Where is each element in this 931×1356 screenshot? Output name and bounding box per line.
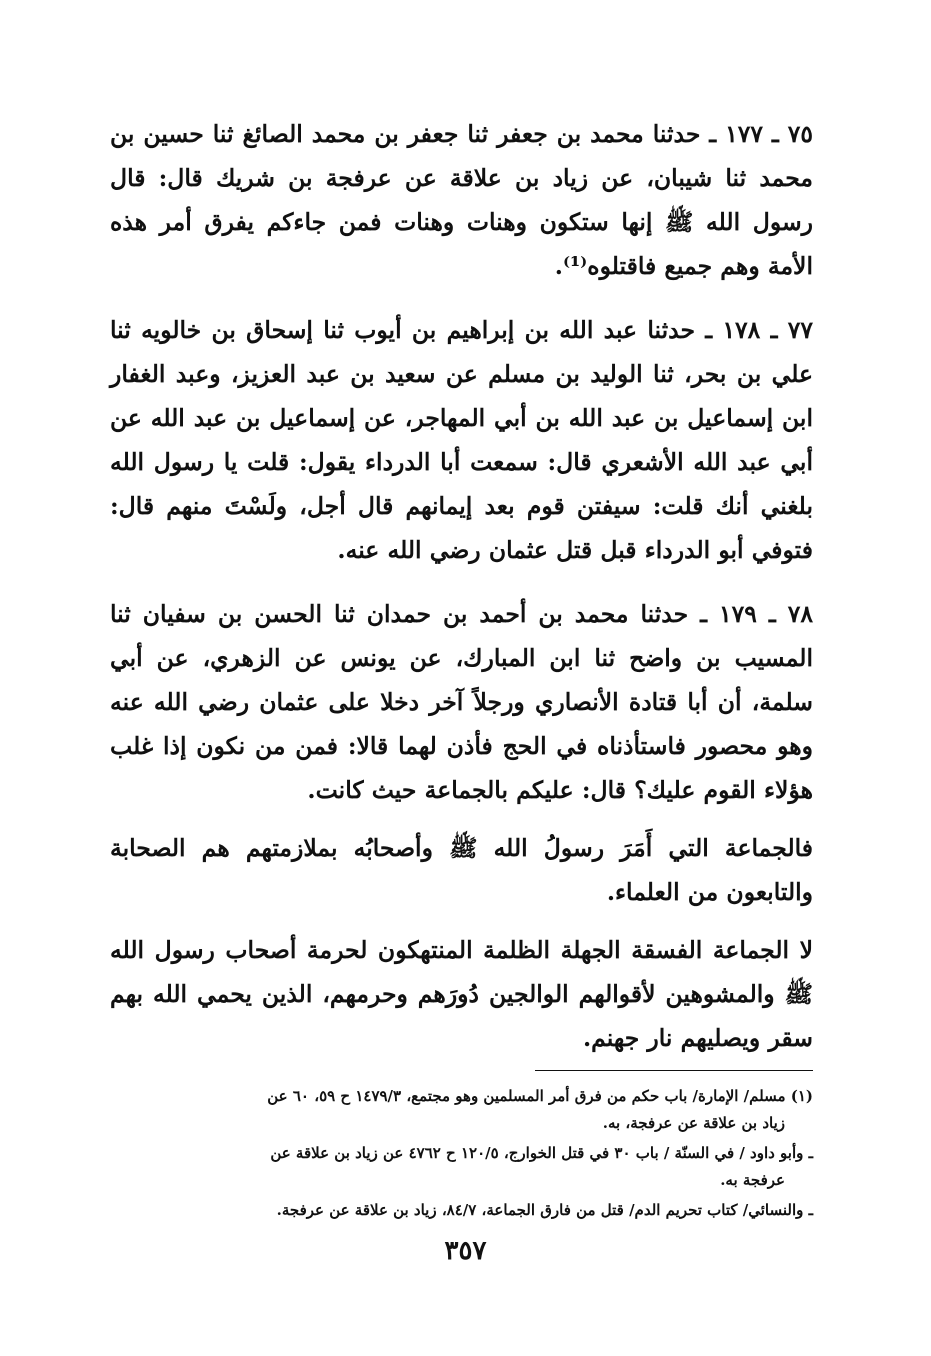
footnotes <box>110 1083 813 1224</box>
footnote-3 <box>110 1197 813 1224</box>
hadith-75-paragraph: ٧٥ ـ ١٧٧ ـ حدثنا محمد بن جعفر ثنا جعفر بن محمد الصائغ ثنا حسين بن محمد ثنا شيبان، عن زياد بن علاقة عن عرفجة بن شريك قال: قال رسول الله ﷺ إنها ستكون وهنات وهنات فمن جاءكم يفرق أمر هذه الأمة وهم جميع فاقتلوه⁽¹⁾. <box>110 120 814 280</box>
footnote-separator <box>535 1070 813 1071</box>
footnote-2-line-1: ـ وأبو داود / في السنّة / باب ٣٠ في قتل الخوارج، ١٢٠/٥ ح ٤٧٦٢ عن زياد بن علاقة عن <box>270 1144 813 1162</box>
footnote-1-line-2: زياد بن علاقة عن عرفجة، به. <box>602 1114 785 1132</box>
footnote-1-line-1: (١) مسلم/ الإمارة/ باب حكم من فرق أمر المسلمين وهو مجتمع، ١٤٧٩/٣ ح ٥٩، ٦٠ عن <box>267 1087 813 1105</box>
footnote-2 <box>110 1140 813 1194</box>
page-number: ٣٥٧ <box>444 1236 487 1266</box>
hadith-77-paragraph: ٧٧ ـ ١٧٨ ـ حدثنا عبد الله بن إبراهيم بن أيوب ثنا إسحاق بن خالويه ثنا علي بن بحر، ثنا الوليد بن مسلم عن سعيد بن عبد العزيز، وعبد الغفار ابن إسماعيل بن عبد الله بن أبي المهاجر، عن إسماعيل بن عبد الله عن أبي عبد الله الأشعري قال: سمعت أبا الدرداء يقول: قلت يا رسول الله بلغني أنك قلت: سيفتن قوم بعد إيمانهم قال أجل، ولَسْتَ منهم قال: فتوفي أبو الدرداء قبل قتل عثمان رضي الله عنه. <box>110 316 813 564</box>
footnote-1 <box>110 1083 813 1137</box>
commentary-paragraph: فالجماعة التي أَمَرَ رسولُ الله ﷺ وأصحابُه بملازمتهم هم الصحابة والتابعون من العلماء. <box>110 834 813 906</box>
hadith-78-paragraph: ٧٨ ـ ١٧٩ ـ حدثنا محمد بن أحمد بن حمدان ثنا الحسن بن سفيان ثنا المسيب بن واضح ثنا ابن المبارك، عن يونس عن الزهري، عن أبي سلمة، أن أبا قتادة الأنصاري ورجلاً آخر دخلا على عثمان رضي الله عنه وهو محصور فاستأذناه في الحج فأذن لهما قالا: فمن من نكون إذا غلب هؤلاء القوم عليك؟ قال: عليكم بالجماعة حيث كانت. <box>110 600 814 804</box>
footnote-3-line-1: ـ والنسائي/ كتاب تحريم الدم/ قتل من فارق الجماعة، ٨٤/٧، زياد بن علاقة عن عرفجة. <box>276 1201 813 1219</box>
footnote-2-line-2: عرفجة به. <box>720 1171 785 1189</box>
commentary-paragraph-2: لا الجماعة الفسقة الجهلة الظلمة المنتهكون لحرمة أصحاب رسول الله ﷺ والمشوهين لأقوالهم الوالجين دُورَهم وحرمهم، الذين يحمي الله بهم سقر ويصليهم نار جهنم. <box>110 936 813 1052</box>
